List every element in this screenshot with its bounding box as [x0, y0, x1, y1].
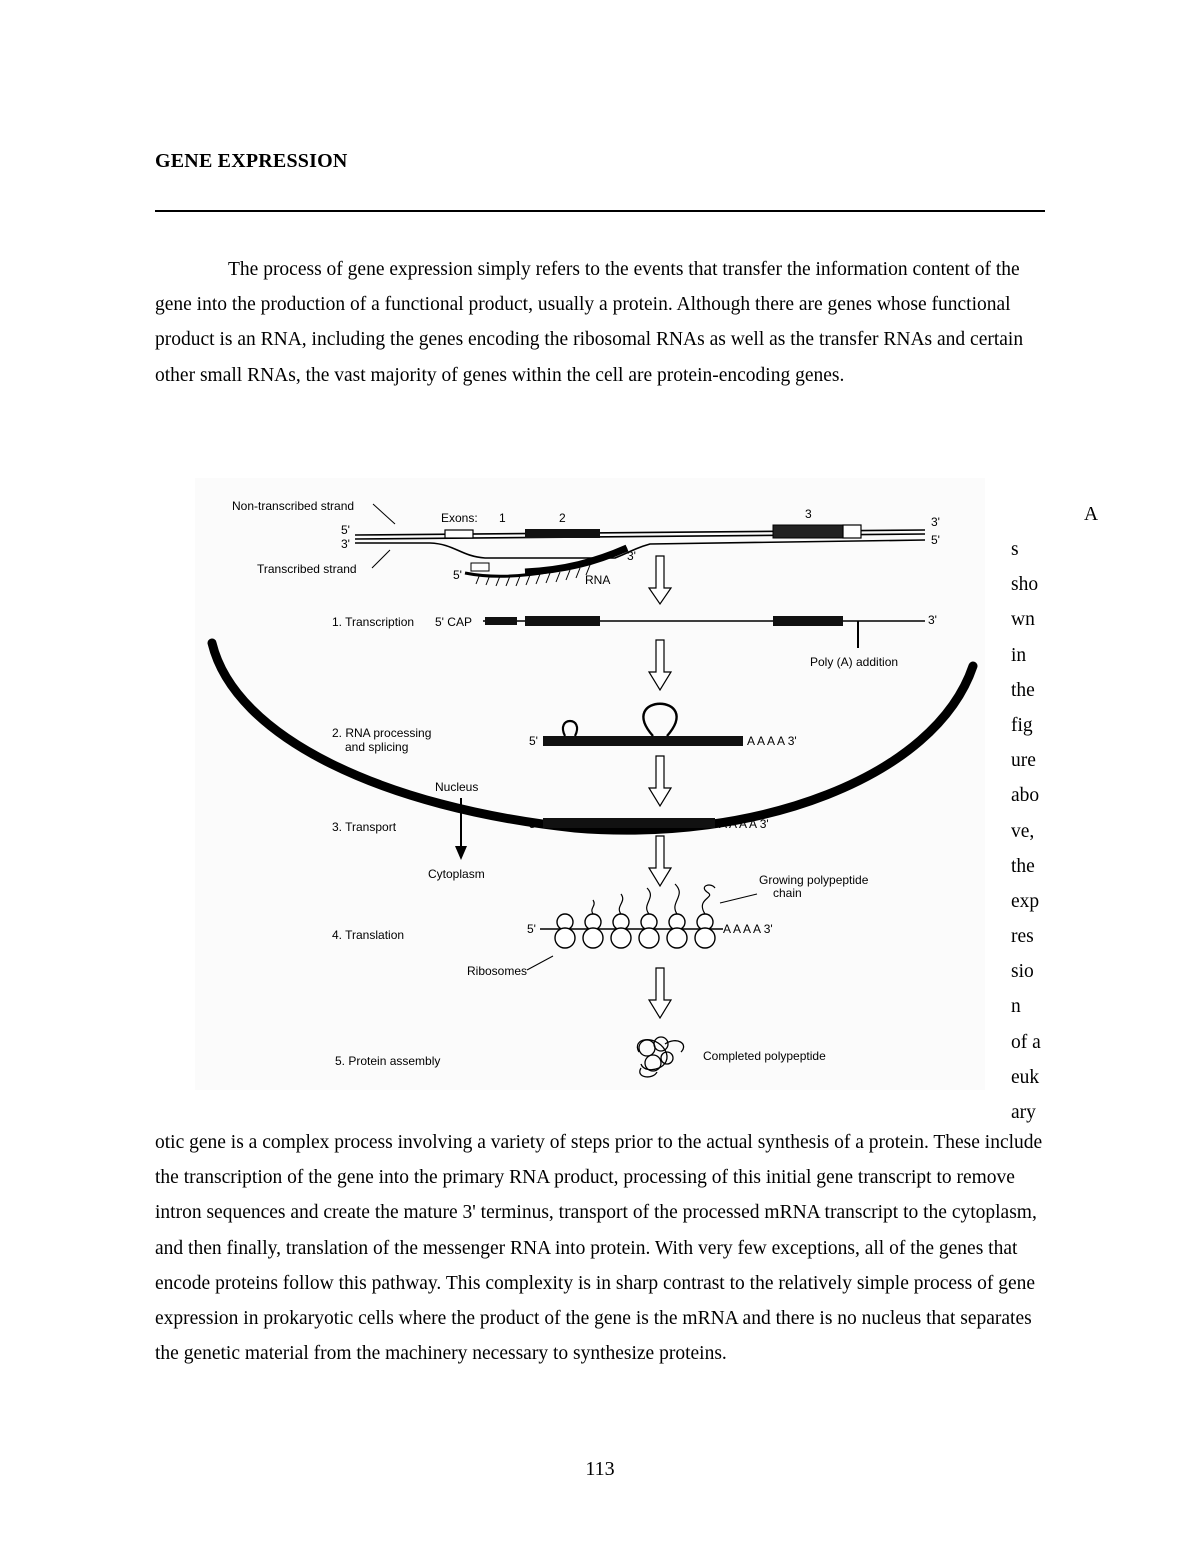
ribosome-aaaa: A A A A 3'	[723, 922, 773, 936]
label-rna: RNA	[585, 573, 611, 587]
label-growing-line2: chain	[773, 886, 802, 900]
label-cytoplasm: Cytoplasm	[428, 867, 485, 881]
wrapped-fragment: exp	[1011, 890, 1040, 912]
wrapped-fragment: ary	[1011, 1102, 1036, 1123]
dna-5-prime-right: 5'	[931, 533, 940, 547]
label-nucleus: Nucleus	[435, 780, 479, 794]
label-poly-a: Poly (A) addition	[810, 655, 899, 669]
label-growing-line1: Growing polypeptide	[759, 873, 869, 887]
label-exons: Exons:	[441, 511, 478, 525]
label-exon-1: 1	[499, 511, 506, 525]
page-heading: GENE EXPRESSION	[155, 150, 348, 172]
step-3-transport: 3. Transport	[332, 820, 397, 834]
label-non-transcribed: Non-transcribed strand	[232, 499, 355, 513]
mrna-aaaa: A A A A 3'	[719, 817, 769, 831]
wrapped-text-first-letter: A	[1084, 504, 1099, 525]
wrapped-fragment: of a	[1011, 1031, 1041, 1053]
wrapped-fragment: ve,	[1011, 820, 1035, 842]
intro-paragraph: The process of gene expression simply refers to the events that transfer the information content of the gene into the production of a functional product, usually a protein. Although there are genes whose functional product is an RNA, including the genes encoding the ribosomal RNAs as well as the transfer RNAs and certain other small RNAs, the vast majority of genes within the cell are protein-encoding genes.	[155, 259, 1024, 386]
dna-3-prime-right: 3'	[931, 515, 940, 529]
transcript-3-prime: 3'	[928, 613, 937, 627]
label-ribosomes: Ribosomes	[467, 964, 528, 978]
dna-3-prime-left: 3'	[341, 537, 350, 551]
wrapped-fragment: n	[1011, 996, 1021, 1018]
wrapped-fragment: in	[1011, 644, 1027, 666]
gene-expression-figure	[195, 478, 985, 1090]
wrapped-fragment: abo	[1011, 785, 1040, 807]
wrapped-fragment: the	[1011, 679, 1035, 701]
wrapped-fragment: res	[1011, 926, 1034, 948]
body-paragraph: otic gene is a complex process involving a variety of steps prior to the actual synthesis of a protein. These include the transcription of the gene into the primary RNA product, processing of this initial gene transcript to remove intron sequences and create the mature 3' terminus, transport of the processed mRNA transcript to the cytoplasm, and then finally, translation of the messenger RNA into protein. With very few exceptions, all of the genes that encode proteins follow this pathway. This complexity is in sharp contrast to the relatively simple process of gene expression in prokaryotic cells where the product of the gene is the mRNA and there is no nucleus that separates the genetic material from the machinery necessary to synthesize proteins.	[155, 1132, 1043, 1365]
wrapped-fragment: sho	[1011, 574, 1039, 596]
label-exon-2: 2	[559, 511, 566, 525]
wrapped-fragment: ure	[1011, 750, 1036, 772]
mrna-5-prime: 5'	[529, 817, 538, 831]
wrapped-fragment: euk	[1011, 1066, 1040, 1088]
label-exon-3: 3	[805, 507, 812, 521]
label-transcribed: Transcribed strand	[257, 562, 357, 576]
wrapped-fragment: s	[1011, 539, 1019, 560]
heading-rule	[155, 210, 1045, 212]
processed-aaaa: A A A A 3'	[747, 734, 797, 748]
page-number: 113	[585, 1458, 615, 1480]
dna-5-prime-left: 5'	[341, 523, 350, 537]
wrapped-fragment: sio	[1011, 961, 1034, 983]
wrapped-fragment: the	[1011, 855, 1035, 877]
processed-5-prime: 5'	[529, 734, 538, 748]
ribosome-mrna-5-prime: 5'	[527, 922, 536, 936]
label-completed: Completed polypeptide	[703, 1049, 826, 1063]
step-2-processing: 2. RNA processing	[332, 726, 432, 740]
step-2-splicing: and splicing	[345, 740, 409, 754]
step-4-translation: 4. Translation	[332, 928, 405, 942]
wrapped-fragment: fig	[1011, 714, 1033, 736]
rna-5-prime: 5'	[453, 568, 462, 582]
wrapped-fragment: wn	[1011, 609, 1035, 631]
wrapped-text-column	[1011, 532, 1071, 1130]
step-1-transcription: 1. Transcription	[332, 615, 415, 629]
rna-3-prime: 3'	[627, 549, 636, 563]
label-5-cap: 5' CAP	[435, 615, 472, 629]
step-5-assembly: 5. Protein assembly	[335, 1054, 441, 1068]
